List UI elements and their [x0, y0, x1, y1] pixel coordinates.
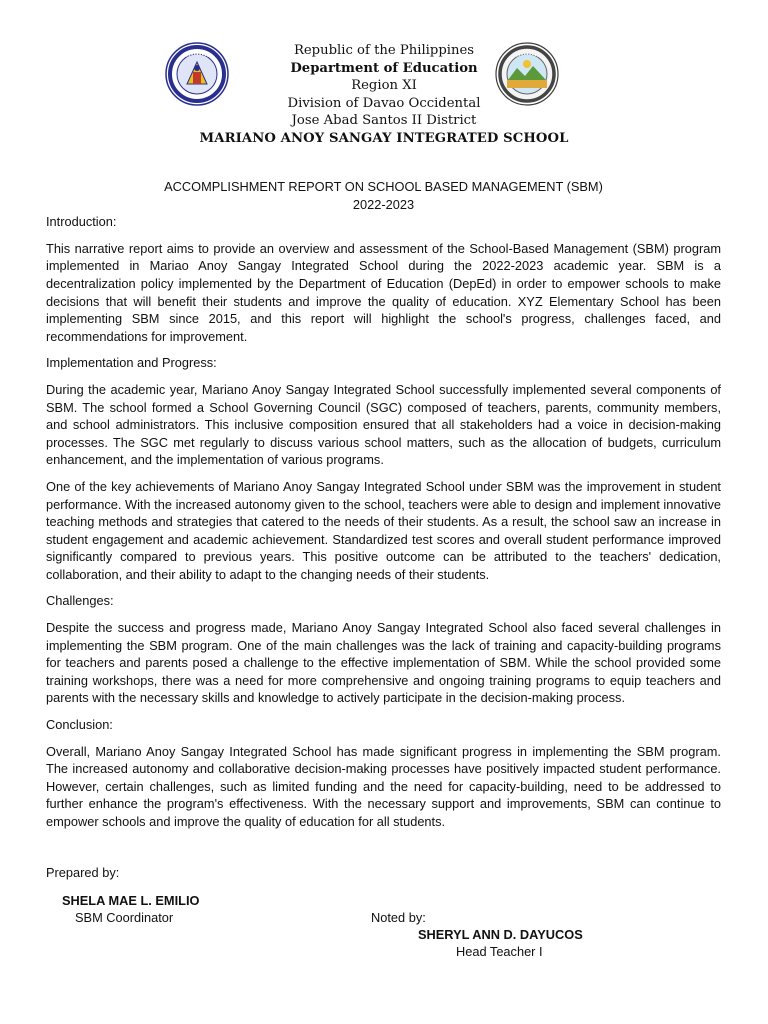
prepared-by-role: SBM Coordinator [75, 910, 174, 925]
conclusion-paragraph: Overall, Mariano Anoy Sangay Integrated School has made significant progress in implementing the SBM program. The increased autonomy and collaborative decision-making processes have positively impacted student performance. However, certain challenges, such as limited funding and the need for capacity-building, need to be addressed to further enhance the program's effectiveness. With the necessary support and improvements, SBM can continue to empower schools and improve the quality of education for all students. [46, 743, 721, 829]
division-line: Division of Davao Occidental [287, 95, 481, 111]
school-name: MARIANO ANOY SANGAY INTEGRATED SCHOOL [199, 130, 569, 146]
conclusion-heading: Conclusion: [46, 717, 113, 733]
district-line: Jose Abad Santos II District [291, 113, 477, 129]
implementation-heading: Implementation and Progress: [46, 355, 217, 371]
implementation-paragraph-1: During the academic year, Mariano Anoy Sangay Integrated School successfully implemented several components of SBM. The school formed a School Governing Council (SGC) composed of teachers, parents, community members, and school administrators. This inclusive composition ensured that all stakeholders had a voice in decision-making processes. The SGC met regularly to discuss various school matters, such as the allocation of budgets, curriculum enhancement, and the implementation of various programs. [46, 381, 721, 468]
prepared-by-name: SHELA MAE L. EMILIO [62, 893, 200, 908]
report-body [46, 178, 721, 840]
challenges-heading: Challenges: [46, 593, 114, 609]
report-title: ACCOMPLISHMENT REPORT ON SCHOOL BASED MANAGEMENT (SBM) [164, 179, 603, 194]
challenges-paragraph: Despite the success and progress made, Mariano Anoy Sangay Integrated School also faced several challenges in implementing the SBM program. One of the main challenges was the lack of training and capacity-building programs for teachers and parents posed a challenge to the effective implementation of SBM. While the school provided some training workshops, there was a need for more comprehensive and ongoing training programs to equip teachers and parents with the necessary skills and knowledge to actively participate in the decision-making process. [46, 620, 721, 706]
letterhead [0, 42, 768, 148]
introduction-paragraph: This narrative report aims to provide an overview and assessment of the School-Based Management (SBM) program implemented in Mariao Anoy Sangay Integrated School during the 2022-2023 academic year. SBM is a decentralization policy implemented by the Department of Education (DepEd) in order to empower schools to make decisions that will benefit their students and improve the quality of education. XYZ Elementary School has been implementing SBM since 2015, and this report will highlight the school's progress, challenges faced, and recommendations for improvement. [46, 240, 721, 344]
department-line: Department of Education [290, 60, 478, 76]
region-line: Region XI [351, 78, 417, 94]
prepared-by-label: Prepared by: [46, 865, 120, 880]
implementation-paragraph-2: One of the key achievements of Mariano Anoy Sangay Integrated School under SBM was the improvement in student performance. With the increased autonomy given to the school, teachers were able to design and implement innovative teaching methods and strategies that catered to the needs of their students. As a result, the school saw an increase in student engagement and academic achievement. Standardized test scores and overall student performance improved significantly compared to previous years. This positive outcome can be attributed to the teachers' dedication, collaboration, and their ability to adapt to the changing needs of their students. [46, 478, 721, 582]
noted-by-label: Noted by: [371, 910, 426, 925]
introduction-heading: Introduction: [46, 214, 117, 230]
report-year: 2022-2023 [352, 196, 415, 212]
country-line: Republic of the Philippines [293, 43, 475, 58]
noted-by-role: Head Teacher I [456, 944, 543, 959]
noted-by-name: SHERYL ANN D. DAYUCOS [418, 927, 583, 942]
